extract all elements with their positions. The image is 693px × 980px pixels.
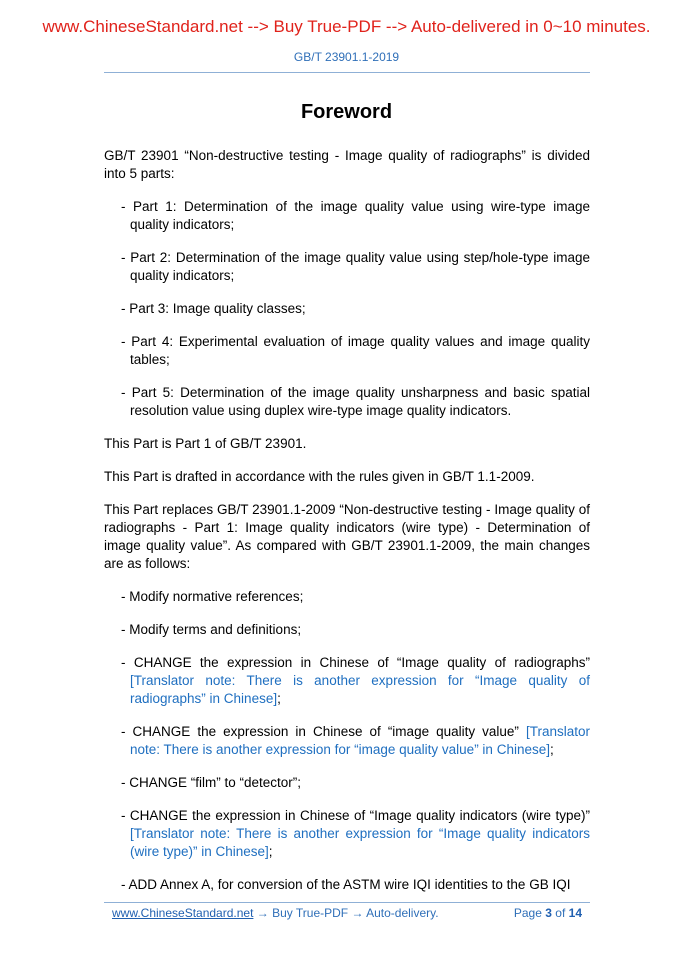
part-item-3: - Part 3: Image quality classes; — [121, 301, 306, 316]
page-label: Page — [513, 906, 542, 920]
translator-note: [Translator note: There is another expression for “Image quality of radiographs” in Chinese] — [130, 673, 590, 706]
replaces-paragraph: This Part replaces GB/T 23901.1-2009 “Non-destructive testing - Image quality of radiographs - Part 1: Image quality indicators (wire type) - Determination of image quality value”. As compared with GB/T 23901.1-2009, the main changes are as follows: — [104, 502, 590, 571]
part-item-5: - Part 5: Determination of the image quality unsharpness and basic spatial resolution value using duplex wire-type image quality indicators. — [121, 385, 590, 418]
change-item-4 — [104, 723, 590, 759]
change-item-5: - CHANGE “film” to “detector”; — [121, 775, 302, 790]
part-item-2: - Part 2: Determination of the image quality value using step/hole-type image quality indicators; — [121, 250, 590, 283]
page-indicator — [514, 906, 582, 920]
standard-number: GB/T 23901.1-2019 — [293, 50, 400, 64]
part1-paragraph: This Part is Part 1 of GB/T 23901. — [104, 436, 307, 451]
change-item-2: - Modify terms and definitions; — [121, 622, 302, 637]
part-item-1: - Part 1: Determination of the image quality value using wire-type image quality indicators; — [121, 199, 590, 232]
change-item-4-text: - CHANGE the expression in Chinese of “image quality value” — [121, 724, 526, 739]
of-label: of — [555, 906, 566, 920]
part-item-4: - Part 4: Experimental evaluation of image quality values and image quality tables; — [121, 334, 590, 367]
header-divider — [104, 72, 590, 73]
top-banner: www.ChineseStandard.net --> Buy True-PDF --> Auto-delivered in 0~10 minutes. — [42, 17, 651, 36]
change-item-3 — [104, 654, 590, 708]
change-item-6 — [104, 807, 590, 861]
change-item-1: - Modify normative references; — [121, 589, 304, 604]
page-current: 3 — [545, 906, 552, 920]
change-item-3-text: - CHANGE the expression in Chinese of “Image quality of radiographs” — [121, 655, 590, 670]
page-total: 14 — [568, 906, 582, 920]
intro-paragraph: GB/T 23901 “Non-destructive testing - Image quality of radiographs” is divided into 5 parts: — [104, 148, 590, 181]
change-item-6-end: ; — [268, 844, 273, 859]
drafted-paragraph: This Part is drafted in accordance with the rules given in GB/T 1.1-2009. — [104, 469, 535, 484]
document-body — [104, 147, 590, 894]
change-item-3-end: ; — [277, 691, 281, 706]
translator-note: [Translator note: There is another expression for “Image quality indicators (wire type)” in Chinese] — [130, 826, 590, 859]
translator-note: [Translator note: There is another expression for “image quality value” in Chinese] — [130, 724, 590, 757]
change-item-7: - ADD Annex A, for conversion of the ASTM wire IQI identities to the GB IQI — [121, 877, 571, 892]
footer-site-link[interactable]: www.ChineseStandard.net — [112, 906, 254, 920]
change-item-4-end: ; — [549, 742, 554, 757]
change-item-6-text: - CHANGE the expression in Chinese of “Image quality indicators (wire type)” — [121, 808, 590, 823]
footer-text: → Buy True-PDF → Auto-delivery. — [253, 906, 439, 920]
page-title: Foreword — [300, 101, 393, 123]
page-footer — [112, 906, 582, 920]
footer-divider — [104, 902, 590, 903]
